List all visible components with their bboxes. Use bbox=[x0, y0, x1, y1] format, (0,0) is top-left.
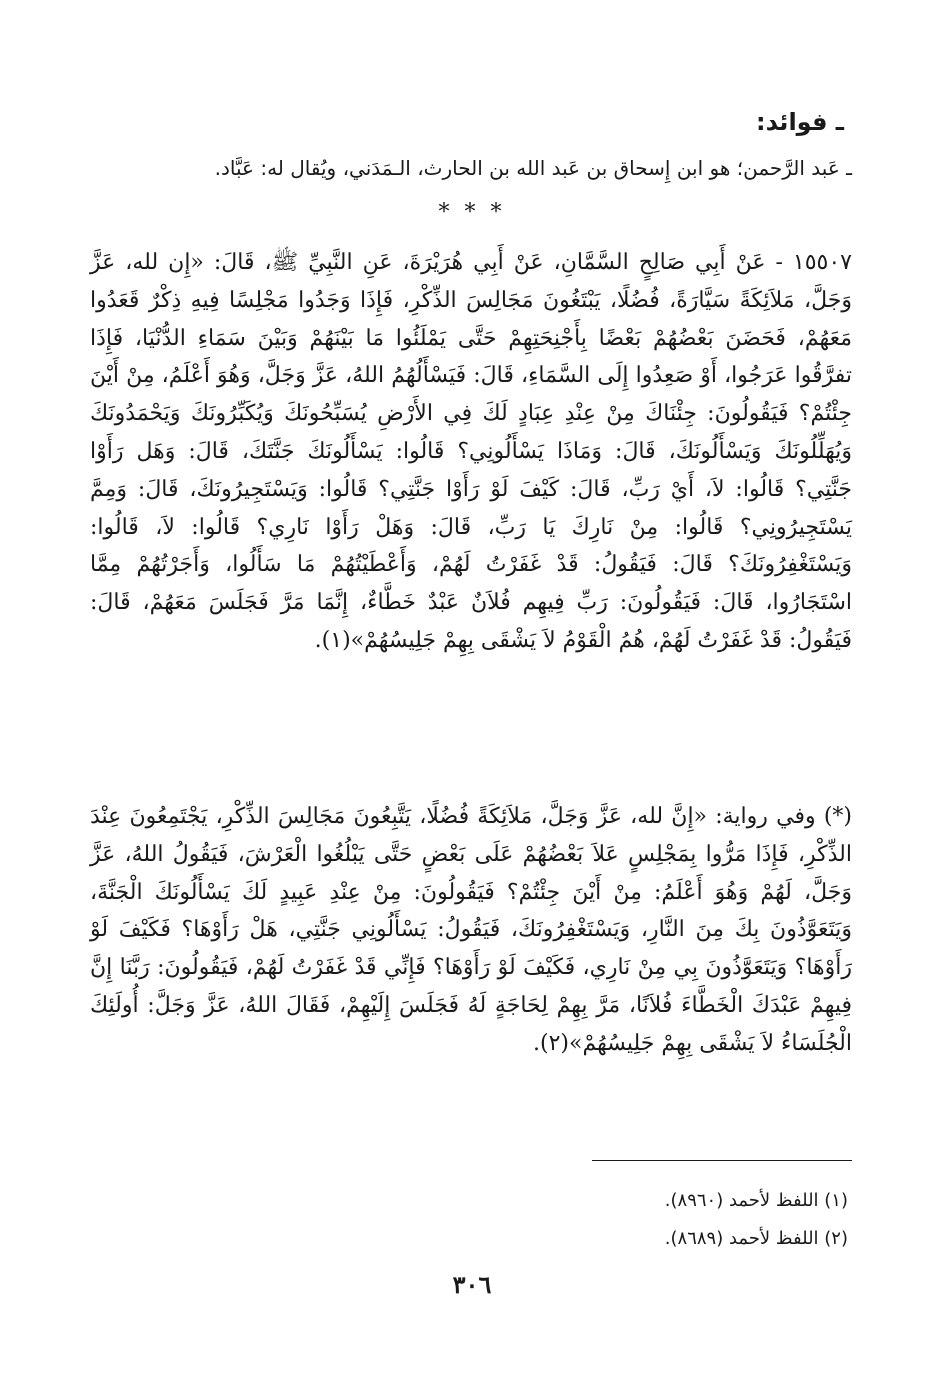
benefits-heading: ـ فوائد: bbox=[755, 108, 844, 136]
section-separator: * * * bbox=[438, 200, 506, 225]
footnote-item: (١) اللفظ لأحمد (٨٩٦٠). bbox=[664, 1190, 848, 1211]
hadith-main-text: ١٥٥٠٧ - عَنْ أَبِي صَالِحٍ السَّمَّانِ، عَنْ أَبِي هُرَيْرَةَ، عَنِ النَّبِيِّ ﷺ، قَالَ: «إِن لله، عَزَّ وَجَلَّ، مَلاَئِكَةً سَيَّارَةً، فُضُلًا، يَبْتَغُونَ مَجَالِسَ الذِّكْرِ، فَإِذَا وَجَدُوا مَجْلِسًا فِيهِ ذِكْرٌ قَعَدُوا مَعَهُمْ، فَحَضَنَ بَعْضُهُمْ بَعْضًا بِأَجْنِحَتِهِمْ حَتَّى يَمْلَئُوا مَا بَيْنَهُمْ وَبَيْنَ سَمَاءِ الدُّنْيَا، فَإِذَا تفرَّقُوا عَرَجُوا، أَوْ صَعِدُوا إِلَى السَّمَاءِ، قَالَ: فَيَسْأَلُهُمُ اللهُ، عَزَّ وَجَلَّ، وَهُوَ أَعْلَمُ، مِنْ أَيْنَ جِئْتُمْ؟ فَيَقُولُونَ: جِئْنَاكَ مِنْ عِنْدِ عِبَادٍ لَكَ فِي الأَرْضِ يُسَبِّحُونَكَ وَيُكَبِّرُونَكَ وَيَحْمَدُونَكَ وَيُهَلِّلُونَكَ وَيَسْأَلُونَكَ، قَالَ: وَمَاذَا يَسْأَلُونِي؟ قَالُوا: يَسْأَلُونَكَ جَنَّتَكَ، قَالَ: وَهَل رَأَوْا جَنَّتِي؟ قَالُوا: لاَ، أَيْ رَبِّ، قَالَ: كَيْفَ لَوْ رَأَوْا جَنَّتِي؟ قَالُوا: وَيَسْتَجِيرُونَكَ، قَالَ: وَمِمَّ يَسْتَجِيرُونِي؟ قَالُوا: مِنْ نَارِكَ يَا رَبِّ، قَالَ: وَهَلْ رَأَوْا نَارِي؟ قَالُوا: لاَ، قَالُوا: وَيَسْتَغْفِرُونَكَ؟ قَالَ: فَيَقُولُ: قَدْ غَفَرْتُ لَهُمْ، وَأَعْطَيْتُهُمْ مَا سَأَلُوا، وَأَجَرْتُهُمْ مِمَّا اسْتَجَارُوا، قَالَ: فَيَقُولُونَ: رَبِّ فِيهِم فُلاَنٌ عَبْدٌ خَطَّاءٌ، إِنَّمَا مَرَّ فَجَلَسَ مَعَهُمْ، قَالَ: فَيَقُولُ: قَدْ غَفَرْتُ لَهُمْ، هُمُ الْقَوْمُ لاَ يَشْقَى بِهِمْ جَلِيسُهُمْ»(١). bbox=[90, 250, 853, 653]
hadith-variant-text: (*) وفي رواية: «إِنَّ لله، عَزَّ وَجَلَّ، مَلاَئِكَةً فُضُلًا، يَتَّبِعُونَ مَجَالِسَ الذِّكْرِ، يَجْتَمِعُونَ عِنْدَ الذِّكْرِ، فَإِذَا مَرُّوا بِمَجْلِسٍ عَلاَ بَعْضُهُمْ عَلَى بَعْضٍ حَتَّى يَبْلُغُوا الْعَرْشَ، فَيَقُولُ اللهُ، عَزَّ وَجَلَّ، لَهُمْ وَهُوَ أَعْلَمُ: مِنْ أَيْنَ جِئْتُمْ؟ فَيَقُولُونَ: مِنْ عِنْدِ عَبِيدٍ لَكَ يَسْأَلُونَكَ الْجَنَّةَ، وَيَتَعَوَّذُونَ بِكَ مِنَ النَّارِ، وَيَسْتَغْفِرُونَكَ، فَيَقُولُ: يَسْأَلُونِي جَنَّتِي، هَلْ رَأَوْهَا؟ فَكَيْفَ لَوْ رَأَوْهَا؟ وَيَتَعَوَّذُونَ بِي مِنْ نَارِي، فَكَيْفَ لَوْ رَأَوْهَا؟ فَإِنِّي قَدْ غَفَرْتُ لَهُمْ، فَيَقُولُونَ: رَبَّنَا إِنَّ فِيهِمْ عَبْدَكَ الْخَطَّاءَ فُلاَنًا، مَرَّ بِهِمْ لِحَاجَةٍ لَهُ فَجَلَسَ إِلَيْهِمْ، فَقَالَ اللهُ، عَزَّ وَجَلَّ: أُولَئِكَ الْجُلَسَاءُ لاَ يَشْقَى بِهِمْ جَلِيسُهُمْ»(٢). bbox=[90, 804, 852, 1056]
footnote-item: (٢) اللفظ لأحمد (٨٦٨٩). bbox=[664, 1228, 848, 1249]
benefits-narrator-note: ـ عَبد الرَّحمن؛ هو ابن إِسحاق بن عَبد الله بن الحارث، الـمَدَني، ويُقال له: عَبَّاد. bbox=[214, 156, 852, 180]
footnote-divider bbox=[592, 1160, 852, 1161]
page-number: ٣٠٦ bbox=[452, 1270, 492, 1299]
footnotes-list bbox=[665, 1182, 848, 1258]
